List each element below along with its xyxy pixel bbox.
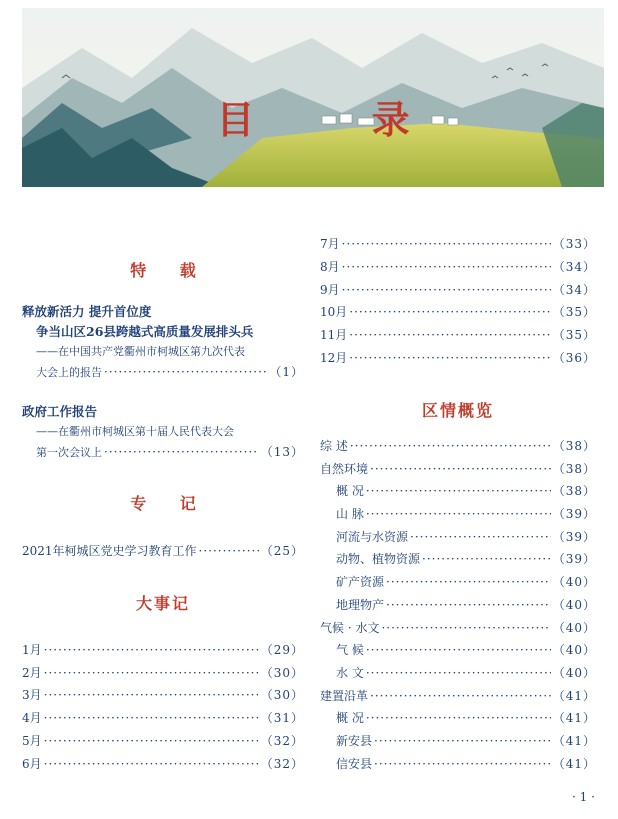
toc-entry-line[interactable]: 大会上的报告 ····· （1） <box>22 362 304 382</box>
toc-month-line[interactable]: 5月 ····· （32） <box>22 731 304 751</box>
toc-entry-line[interactable]: 山 脉 ····· （39） <box>320 504 596 524</box>
toc-entry-line[interactable]: 概 况 ····· （38） <box>320 481 596 501</box>
toc-entry-title[interactable]: 政府工作报告 <box>22 404 98 419</box>
dot-leader <box>104 442 259 462</box>
toc-entry-line[interactable]: 新安县 ····· （41） <box>320 731 596 751</box>
section-heading-special-record: 专 记 <box>130 494 210 513</box>
toc-month-line[interactable]: 12月 ····· （36） <box>320 348 596 368</box>
toc-entry-line[interactable]: 2021年柯城区党史学习教育工作 ····· （25） <box>22 541 304 561</box>
toc-entry-subtitle[interactable]: 争当山区26县跨越式高质量发展排头兵 <box>36 324 254 339</box>
dot-leader <box>366 708 551 728</box>
dot-leader <box>366 481 551 501</box>
toc-entry-line[interactable]: 动物、植物资源 ····· （39） <box>320 549 596 569</box>
toc-entry-line[interactable]: 水 文 ····· （40） <box>320 663 596 683</box>
toc-entry-line[interactable]: 综 述 ····· （38） <box>320 436 596 456</box>
dot-leader <box>44 731 259 751</box>
toc-entry-line[interactable]: 建置沿革 ····· （41） <box>320 686 596 706</box>
dot-leader <box>366 663 551 683</box>
page-title: 目 录 <box>216 98 462 142</box>
dot-leader <box>374 754 551 774</box>
toc-entry-note: ——在中国共产党衢州市柯城区第九次代表 <box>36 345 245 358</box>
toc-month-line[interactable]: 7月 ····· （33） <box>320 234 596 254</box>
toc-month-line[interactable]: 2月 ····· （30） <box>22 663 304 683</box>
section-heading-overview: 区情概览 <box>421 401 494 420</box>
dot-leader <box>366 640 551 660</box>
toc-entry-title[interactable]: 释放新活力 提升首位度 <box>22 304 152 319</box>
page-ref: （25） <box>260 544 304 558</box>
section-heading-special: 特 载 <box>130 261 210 280</box>
toc-month-line[interactable]: 1月 ····· （29） <box>22 640 304 660</box>
toc-month-line[interactable]: 8月 ····· （34） <box>320 257 596 277</box>
dot-leader <box>44 640 259 660</box>
toc-month-line[interactable]: 3月 ····· （30） <box>22 685 304 705</box>
toc-month-line[interactable]: 6月 ····· （32） <box>22 754 304 774</box>
dot-leader <box>349 348 550 368</box>
toc-entry-line[interactable]: 河流与水资源 ····· （39） <box>320 527 596 547</box>
toc-month-line[interactable]: 11月 ····· （35） <box>320 325 596 345</box>
page-ref: （1） <box>269 365 304 379</box>
dot-leader <box>342 234 551 254</box>
dot-leader <box>370 459 551 479</box>
dot-leader <box>349 302 550 322</box>
toc-entry-line[interactable]: 自然环境 ····· （38） <box>320 459 596 479</box>
dot-leader <box>199 541 259 561</box>
toc-entry-line[interactable]: 气 候 ····· （40） <box>320 640 596 660</box>
toc-month-line[interactable]: 10月 ····· （35） <box>320 302 596 322</box>
dot-leader <box>44 708 259 728</box>
toc-entry-note: ——在衢州市柯城区第十届人民代表大会 <box>36 425 234 438</box>
dot-leader <box>44 754 259 774</box>
dot-leader <box>374 731 551 751</box>
dot-leader <box>370 686 551 706</box>
toc-entry-line[interactable]: 矿产资源 ····· （40） <box>320 572 596 592</box>
page-number: · 1 · <box>572 790 595 804</box>
dot-leader <box>410 527 551 547</box>
toc-entry-line[interactable]: 地理物产 ····· （40） <box>320 595 596 615</box>
dot-leader <box>349 325 550 345</box>
dot-leader <box>350 436 551 456</box>
section-heading-chronicle: 大事记 <box>135 594 190 613</box>
toc-entry-line[interactable]: 第一次会议上 ····· （13） <box>22 442 304 462</box>
dot-leader <box>422 549 551 569</box>
dot-leader <box>44 685 259 705</box>
toc-month-line[interactable]: 4月 ····· （31） <box>22 708 304 728</box>
dot-leader <box>44 663 259 683</box>
dot-leader <box>366 504 551 524</box>
header-banner <box>22 8 604 187</box>
dot-leader <box>381 618 550 638</box>
dot-leader <box>386 572 551 592</box>
toc-month-line[interactable]: 9月 ····· （34） <box>320 280 596 300</box>
dot-leader <box>386 595 551 615</box>
toc-entry-line[interactable]: 信安县 ····· （41） <box>320 754 596 774</box>
page-ref: （13） <box>260 445 304 459</box>
dot-leader <box>342 280 551 300</box>
toc-entry-line[interactable]: 概 况 ····· （41） <box>320 708 596 728</box>
dot-leader <box>342 257 551 277</box>
toc-entry-line[interactable]: 气候 · 水文 ····· （40） <box>320 618 596 638</box>
dot-leader <box>104 362 267 382</box>
